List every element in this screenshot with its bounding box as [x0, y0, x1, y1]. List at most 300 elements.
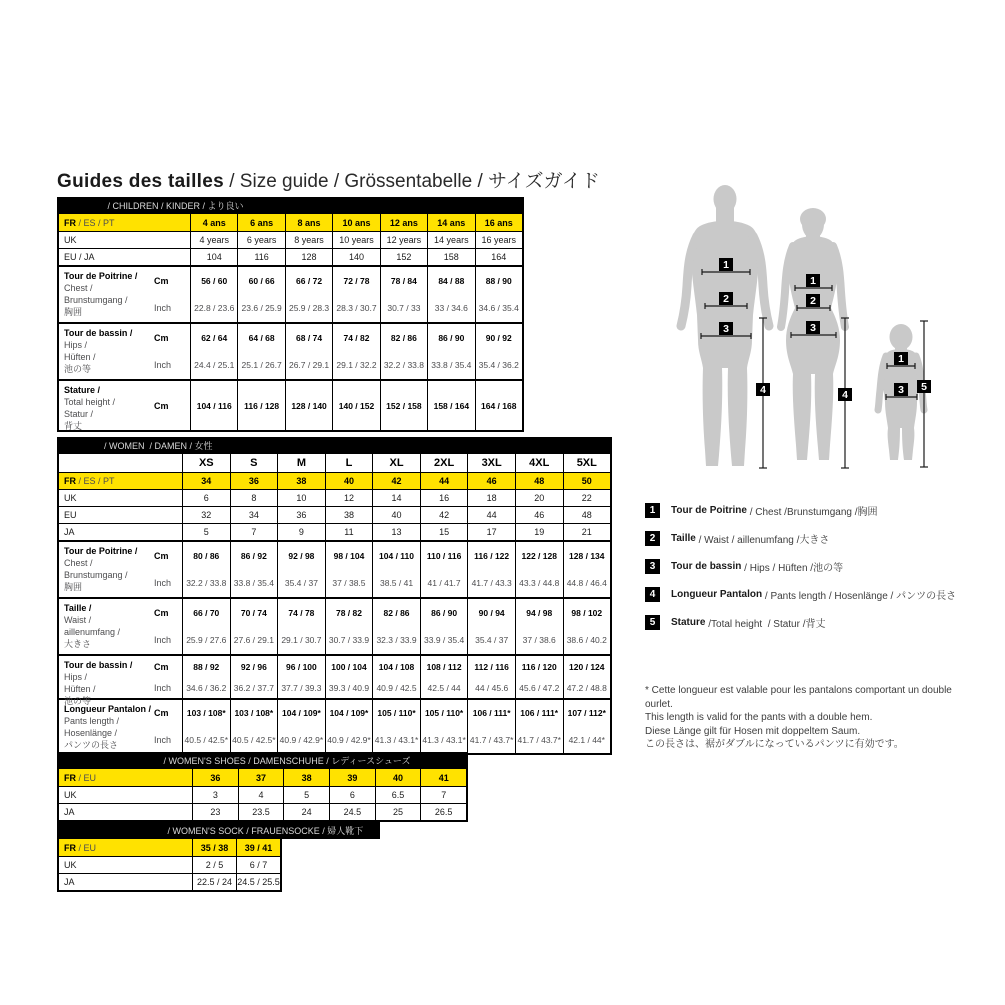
page-title-main: Guides des tailles	[57, 171, 224, 192]
legend-translations: / Waist / aillenumfang /大きさ	[695, 535, 830, 546]
table-cell	[230, 700, 278, 753]
table-cell: 26.5	[420, 804, 466, 820]
table-cell: 10 ans	[332, 214, 379, 231]
table-cell	[332, 324, 379, 379]
table-cell	[277, 599, 325, 654]
table-row	[59, 540, 610, 597]
cell-value: 120 / 124	[569, 661, 605, 672]
table-cell: 3	[192, 787, 238, 803]
row-label-line: 池の等	[64, 696, 92, 706]
page-title	[57, 166, 600, 193]
cell-value: 23.6 / 25.9	[241, 303, 282, 314]
cell-value: 105 / 110*	[424, 708, 464, 719]
cell-value: 44 / 45.6	[475, 682, 509, 693]
table-cell: 12 ans	[380, 214, 427, 231]
table-cell	[237, 324, 284, 379]
table-cell: 19	[515, 524, 563, 540]
cell-value: 34.6 / 36.2	[186, 682, 227, 693]
row-label-line: 池の等	[64, 364, 92, 374]
cell-value: 106 / 111*	[520, 708, 559, 719]
table-cell	[420, 599, 468, 654]
table-cell	[420, 542, 468, 597]
cell-value: 78 / 84	[390, 275, 417, 286]
table-row	[59, 786, 466, 803]
table-cell: 15	[420, 524, 468, 540]
table-row	[59, 454, 610, 472]
table-cell: 22	[563, 490, 611, 506]
table-row	[59, 506, 610, 523]
table-cell: 12 years	[380, 232, 427, 248]
cell-value: 116 / 128	[244, 400, 280, 411]
cell-value: 66 / 72	[296, 275, 323, 286]
table-grid	[57, 454, 612, 755]
table-cell: 48	[515, 473, 563, 489]
table-cell: 12	[325, 490, 373, 506]
table-cell: 24.5	[329, 804, 375, 820]
cell-value: 40.9 / 42.9*	[279, 734, 324, 745]
cell-value: 33 / 34.6	[434, 303, 468, 314]
table-cell: 37	[238, 769, 284, 786]
table-cell: 36	[192, 769, 238, 786]
table-cell: 4	[238, 787, 284, 803]
cell-value: 128 / 140	[291, 400, 327, 411]
table-cell	[427, 381, 474, 430]
cell-value: 42.5 / 44	[427, 682, 461, 693]
table-cell	[563, 599, 611, 654]
cell-value: 104 / 109*	[329, 708, 369, 719]
table-cell	[380, 381, 427, 430]
table-cell: 40	[375, 769, 421, 786]
table-cell: 46	[515, 507, 563, 523]
cell-value: 42.1 / 44*	[568, 734, 605, 745]
table-cell: 24.5 / 25.5	[236, 874, 280, 890]
cell-value: 86 / 90	[431, 607, 458, 618]
cell-value: 96 / 100	[286, 661, 317, 672]
row-label-line: Longueur Pantalon /	[64, 704, 151, 714]
table-cell: 5XL	[563, 454, 611, 472]
unit-label: Inch	[154, 303, 172, 314]
legend-item-hips	[645, 559, 956, 574]
table-cell	[467, 656, 515, 698]
cell-value: 68 / 74	[296, 332, 323, 343]
table-cell: 24	[283, 804, 329, 820]
unit-label: Cm	[154, 661, 169, 672]
cell-value: 72 / 78	[343, 275, 370, 286]
table-cell	[190, 324, 237, 379]
cell-value: 92 / 96	[240, 661, 267, 672]
cell-value: 104 / 109*	[282, 708, 321, 719]
cell-value: 98 / 102	[571, 607, 603, 618]
row-label-rest: / EU	[76, 772, 97, 783]
cell-value: 47.2 / 48.8	[566, 682, 607, 693]
row-label-line: Hips /	[64, 672, 88, 682]
row-label-line: Chest /	[64, 283, 93, 293]
table-cell	[475, 381, 522, 430]
table-cell: 40	[325, 473, 373, 489]
table-row	[59, 248, 522, 265]
cell-value: 45.6 / 47.2	[519, 682, 560, 693]
table-cell: 10 years	[332, 232, 379, 248]
body-measurement-figures	[640, 168, 985, 480]
footnote-line-de: Diese Länge gilt für Hosen mit doppeltem Saum.	[645, 725, 861, 737]
table-cell: 7	[420, 787, 466, 803]
cell-value: 35.4 / 37	[284, 578, 318, 589]
cell-value: 41.7 / 43.7*	[517, 734, 561, 745]
table-cell	[325, 542, 373, 597]
table-cell	[190, 381, 237, 430]
table-cell	[467, 700, 515, 753]
cell-value: 82 / 86	[390, 332, 417, 343]
cell-value: 35.4 / 36.2	[478, 360, 519, 371]
table-cell: 16 ans	[475, 214, 522, 231]
table-cell: 46	[467, 473, 515, 489]
legend-number-badge: 1	[645, 503, 660, 518]
row-label	[59, 267, 152, 322]
table-row	[59, 839, 280, 856]
table-row	[59, 654, 610, 706]
table-cell	[427, 324, 474, 379]
child-height-marker: 5	[921, 381, 927, 393]
row-label-line: 胸囲	[64, 582, 83, 592]
table-cell	[325, 700, 373, 753]
table-cell	[563, 700, 611, 753]
cell-value: 62 / 64	[201, 332, 228, 343]
table-cell: 158	[427, 249, 474, 265]
cell-value: 40.9 / 42.5	[376, 682, 417, 693]
cell-value: 41.7 / 43.7*	[469, 734, 514, 745]
woman-hips-marker: 3	[810, 322, 816, 334]
cell-value: 84 / 88	[438, 275, 465, 286]
table-cell: 34	[230, 507, 278, 523]
table-cell	[332, 381, 379, 430]
table-row	[59, 523, 610, 540]
table-cell: 40	[372, 507, 420, 523]
row-label-main: FR	[64, 217, 76, 228]
row-label-line: Tour de bassin /	[64, 660, 133, 670]
row-label	[59, 656, 152, 706]
cell-value: 86 / 92	[240, 550, 267, 561]
cell-value: 38.5 / 41	[379, 578, 414, 589]
row-label: EU	[64, 510, 77, 520]
unit-label: Inch	[154, 734, 172, 745]
cell-value: 64 / 68	[248, 332, 275, 343]
cell-value: 33.9 / 35.4	[424, 635, 465, 646]
table-cell: 39	[329, 769, 375, 786]
unit-label: Cm	[154, 550, 169, 561]
table-chaussures-femme	[57, 752, 468, 822]
cell-value: 33.8 / 35.4	[233, 578, 274, 589]
cell-value: 103 / 108*	[234, 708, 274, 719]
woman-chest-marker: 1	[810, 275, 816, 287]
cell-value: 86 / 90	[438, 332, 465, 343]
row-label	[59, 700, 152, 753]
table-cell: 14 years	[427, 232, 474, 248]
table-cell: 6	[182, 490, 230, 506]
cell-value: 100 / 104	[331, 661, 367, 672]
pants-length-footnote	[645, 684, 955, 752]
cell-value: 128 / 134	[569, 550, 605, 561]
table-cell: 36	[277, 507, 325, 523]
unit-column	[152, 381, 190, 430]
cell-value: 40.5 / 42.5*	[232, 734, 276, 745]
cell-value: 44.8 / 46.4	[566, 578, 607, 589]
table-cell: 10	[277, 490, 325, 506]
legend-number-badge: 5	[645, 615, 660, 630]
cell-value: 116 / 122	[474, 550, 510, 561]
table-cell: 5	[182, 524, 230, 540]
cell-value: 40.9 / 42.9*	[327, 734, 371, 745]
row-label: JA	[64, 877, 75, 887]
row-label: UK	[64, 790, 77, 800]
table-cell	[380, 324, 427, 379]
child-hips-marker: 3	[898, 384, 904, 396]
unit-label: Cm	[154, 708, 169, 719]
table-cell: 3XL	[467, 454, 515, 472]
row-label-line: Waist /	[64, 615, 92, 625]
cell-value: 90 / 92	[485, 332, 512, 343]
table-cell: 4 years	[190, 232, 237, 248]
cell-value: 104 / 108	[378, 661, 415, 672]
table-chaussettes-femme	[57, 822, 380, 892]
table-row	[59, 379, 522, 430]
legend-translations: /Total height / Statur /背丈	[705, 619, 826, 630]
cell-value: 39.3 / 40.9	[328, 682, 370, 693]
table-cell: 48	[563, 507, 611, 523]
row-label-line: 背丈	[64, 421, 83, 431]
row-label-line: Hüften /	[64, 684, 96, 694]
cell-value: 78 / 82	[335, 607, 362, 618]
cell-value: 29.1 / 30.7	[281, 635, 322, 646]
table-cell: 34	[182, 473, 230, 489]
row-label	[59, 324, 152, 379]
table-cell: 7	[230, 524, 278, 540]
row-label	[59, 769, 192, 786]
row-label	[59, 214, 190, 231]
table-cell: 23	[192, 804, 238, 820]
row-label-line: aillenumfang /	[64, 627, 121, 637]
table-title-translations: / WOMEN'S SHOES / DAMENSCHUHE / レディースシューズ	[161, 756, 411, 766]
row-label-line: Taille /	[64, 603, 92, 613]
unit-column	[152, 267, 190, 322]
table-row	[59, 803, 466, 820]
legend-term: Tour de bassin	[671, 561, 742, 572]
row-label-line: Hosenlänge /	[64, 728, 118, 738]
cell-value: 82 / 86	[383, 607, 410, 618]
cell-value: 25.9 / 27.6	[186, 635, 227, 646]
cell-value: 98 / 104	[333, 550, 365, 561]
table-cell	[515, 542, 563, 597]
table-cell: 6 years	[237, 232, 284, 248]
table-enfants	[57, 197, 524, 432]
table-cell	[420, 700, 468, 753]
row-label: EU / JA	[64, 252, 95, 262]
legend-number-badge: 4	[645, 587, 660, 602]
row-label-line: Hüften /	[64, 352, 96, 362]
table-cell	[563, 542, 611, 597]
table-cell	[230, 542, 278, 597]
table-cell: 8	[230, 490, 278, 506]
table-title: CHAUSSURES FEMME	[63, 755, 162, 766]
legend-term: Longueur Pantalon	[671, 589, 763, 600]
table-row	[59, 597, 610, 654]
table-cell: 2 / 5	[192, 857, 236, 873]
legend-term: Stature	[671, 617, 706, 628]
row-label-line: 胸囲	[64, 307, 83, 317]
table-cell: 21	[563, 524, 611, 540]
row-label: UK	[64, 493, 77, 503]
legend-translations: / Chest /Brunstumgang /胸囲	[746, 507, 878, 518]
cell-value: 90 / 94	[478, 607, 505, 618]
row-label: UK	[64, 235, 77, 245]
table-femmes	[57, 437, 612, 755]
row-label	[59, 542, 152, 597]
cell-value: 56 / 60	[201, 275, 228, 286]
table-cell	[285, 267, 332, 322]
cell-value: 32.2 / 33.8	[383, 360, 424, 371]
table-cell: 18	[467, 490, 515, 506]
unit-column	[152, 599, 182, 654]
table-cell: 140	[332, 249, 379, 265]
table-header-bar	[57, 437, 612, 454]
table-cell	[515, 700, 563, 753]
table-cell: 164	[475, 249, 522, 265]
table-cell	[237, 381, 284, 430]
table-cell: 35 / 38	[192, 839, 236, 856]
legend-item-waist	[645, 531, 956, 546]
page-title-translations: / Size guide / Grössentabelle / サイズガイド	[223, 171, 600, 192]
cell-value: 80 / 86	[193, 550, 220, 561]
table-cell: 23.5	[238, 804, 284, 820]
table-cell: 6 ans	[237, 214, 284, 231]
row-label-line: Tour de bassin /	[64, 328, 133, 338]
table-cell: 116	[237, 249, 284, 265]
table-cell: 8 years	[285, 232, 332, 248]
unit-column	[152, 324, 190, 379]
table-cell: 44	[467, 507, 515, 523]
row-label-line: Stature /	[64, 385, 101, 395]
table-cell	[237, 267, 284, 322]
table-cell: 42	[372, 473, 420, 489]
row-label-line: Tour de Poitrine /	[64, 271, 138, 281]
row-label-line: 大きさ	[64, 639, 92, 649]
table-title: ENFANTS	[63, 200, 106, 211]
table-title: CHAUSSETTES FEMME	[63, 825, 166, 836]
cell-value: 41 / 41.7	[427, 578, 461, 589]
row-label-line: Brunstumgang /	[64, 295, 128, 305]
cell-value: 74 / 78	[288, 607, 315, 618]
man-hips-marker: 3	[723, 323, 729, 335]
cell-value: 40.5 / 42.5*	[184, 734, 229, 745]
legend-number-badge: 3	[645, 559, 660, 574]
table-cell	[515, 656, 563, 698]
table-cell: 14	[372, 490, 420, 506]
table-cell: 14 ans	[427, 214, 474, 231]
table-cell: S	[230, 454, 278, 472]
cell-value: 164 / 168	[481, 400, 517, 411]
cell-value: 22.8 / 23.6	[194, 303, 235, 314]
unit-label: Inch	[154, 578, 172, 589]
table-cell: 6.5	[375, 787, 421, 803]
table-cell	[230, 599, 278, 654]
table-grid	[57, 839, 282, 892]
row-label	[59, 599, 152, 654]
table-cell	[277, 700, 325, 753]
table-row	[59, 769, 466, 786]
cell-value: 41.3 / 43.1*	[374, 734, 419, 745]
row-label-main: FR	[64, 476, 76, 486]
table-cell	[182, 656, 230, 698]
cell-value: 108 / 112	[426, 661, 462, 672]
table-row	[59, 214, 522, 231]
table-cell: 152	[380, 249, 427, 265]
legend-item-stature	[645, 615, 956, 630]
table-header-bar	[57, 752, 468, 769]
footnote-line-fr: * Cette longueur est valable pour les pantalons comportant un double ourlet.	[645, 685, 952, 710]
cell-value: 30.7 / 33.9	[328, 635, 370, 646]
row-label-line: Total height /	[64, 397, 116, 407]
table-cell	[563, 656, 611, 698]
row-label	[59, 473, 182, 489]
footnote-line-en: This length is valid for the pants with a double hem.	[645, 712, 873, 723]
unit-label: Cm	[154, 332, 169, 343]
unit-column	[152, 700, 182, 753]
cell-value: 32.2 / 33.8	[186, 578, 227, 589]
row-label: UK	[64, 860, 77, 870]
cell-value: 35.4 / 37	[475, 635, 509, 646]
cell-value: 70 / 74	[240, 607, 267, 618]
row-label-line: Chest /	[64, 558, 93, 568]
table-cell	[372, 599, 420, 654]
row-label	[59, 839, 192, 856]
woman-waist-marker: 2	[810, 295, 816, 307]
table-cell: 38	[283, 769, 329, 786]
table-cell: XL	[372, 454, 420, 472]
table-grid	[57, 769, 468, 822]
table-cell	[427, 267, 474, 322]
table-cell: 2XL	[420, 454, 468, 472]
table-cell	[182, 599, 230, 654]
unit-column	[152, 542, 182, 597]
legend-item-chest	[645, 503, 956, 518]
row-label-line: パンツの長さ	[64, 740, 119, 750]
table-cell: 16	[420, 490, 468, 506]
table-row	[59, 472, 610, 489]
row-label-line: Pants length /	[64, 716, 120, 726]
cell-value: 37.7 / 39.3	[281, 682, 322, 693]
measurement-legend	[645, 503, 956, 643]
table-cell: 4XL	[515, 454, 563, 472]
table-cell	[182, 542, 230, 597]
cell-value: 104 / 110	[379, 550, 415, 561]
legend-term: Taille	[671, 533, 696, 544]
cell-value: 122 / 128	[521, 550, 557, 561]
cell-value: 103 / 108*	[186, 708, 226, 719]
legend-translations: / Pants length / Hosenlänge / パンツの長さ	[762, 591, 957, 602]
table-cell: 16 years	[475, 232, 522, 248]
table-cell	[277, 542, 325, 597]
footnote-line-ja: この長さは、裾がダブルになっているパンツに有効です。	[645, 739, 904, 750]
table-cell: L	[325, 454, 373, 472]
cell-value: 33.8 / 35.4	[431, 360, 472, 371]
unit-label: Inch	[154, 682, 172, 693]
cell-value: 34.6 / 35.4	[478, 303, 519, 314]
cell-value: 37 / 38.5	[332, 578, 366, 589]
table-title-translations: / CHILDREN / KINDER / より良い	[105, 201, 244, 211]
table-row	[59, 489, 610, 506]
table-row	[59, 856, 280, 873]
table-cell: 13	[372, 524, 420, 540]
table-cell: 17	[467, 524, 515, 540]
